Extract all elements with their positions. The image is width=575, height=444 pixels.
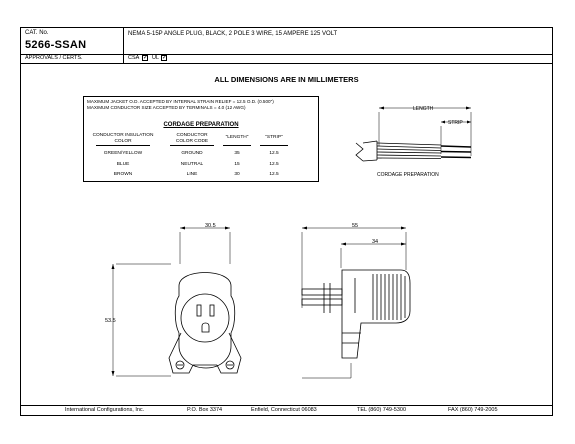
dimensions-title: ALL DIMENSIONS ARE IN MILLIMETERS [214, 75, 359, 84]
cord-prep-caption: CORDAGE PREPARATION [377, 172, 439, 178]
ul-label: UL [152, 55, 160, 61]
col-header-color-code: CONDUCTOR COLOR CODE [175, 133, 209, 144]
approvals-label: APPROVALS / CERTS. [25, 55, 83, 61]
front-width-dimension: 30.5 [205, 223, 216, 229]
note-conductor: MAXIMUM CONDUCTOR SIZE ACCEPTED BY TERMINALS = 4.0 (12 AWG) [87, 105, 246, 110]
cell-strip: 12.5 [269, 151, 279, 156]
side-inner-dimension: 34 [372, 239, 379, 245]
cell-color-code: NEUTRAL [180, 162, 204, 167]
po-box: P.O. Box 3374 [187, 407, 223, 413]
col-header-length: "LENGTH" [225, 135, 249, 140]
strip-label: STRIP [448, 120, 463, 126]
cat-label: CAT. No. [25, 30, 49, 36]
col-header-strip: "STRIP" [265, 135, 283, 140]
cell-color-code: GROUND [181, 151, 203, 156]
cat-number: 5266-SSAN [25, 39, 87, 51]
front-view-plug [112, 227, 242, 377]
cell-insulation: GREEN/YELLOW [103, 151, 143, 156]
telephone: TEL (860) 749-5300 [357, 407, 407, 413]
cell-insulation: BLUE [116, 162, 130, 167]
csa-label: CSA [128, 55, 140, 61]
company-name: International Configurations, Inc. [65, 407, 145, 413]
col-header-insulation: CONDUCTOR INSULATION COLOR [92, 133, 154, 144]
side-overall-dimension: 55 [352, 223, 359, 229]
cell-length: 35 [234, 151, 240, 156]
front-height-dimension: 53.5 [105, 318, 116, 324]
drawing-sheet [20, 27, 553, 416]
company-city: Enfield, Connecticut 06083 [251, 407, 317, 413]
side-view-plug [302, 227, 410, 379]
cell-length: 30 [234, 172, 240, 177]
note-jacket: MAXIMUM JACKET O.D. ACCEPTED BY INTERNAL STRAIN RELIEF = 12.5 O.D. (0.500") [87, 99, 274, 104]
length-label: LENGTH [413, 106, 434, 112]
ul-checkbox: ✓ [162, 55, 168, 61]
cordage-title: CORDAGE PREPARATION [163, 122, 239, 128]
technical-drawing [21, 28, 552, 415]
cell-strip: 12.5 [269, 172, 279, 177]
fax: FAX (860) 749-2005 [448, 407, 498, 413]
cell-insulation: BROWN [113, 172, 133, 177]
csa-checkbox: ✓ [143, 55, 149, 61]
cell-length: 15 [234, 162, 240, 167]
cell-strip: 12.5 [269, 162, 279, 167]
cordage-prep-diagram [356, 107, 471, 162]
cell-color-code: LINE [186, 172, 198, 177]
product-description: NEMA 5-15P ANGLE PLUG, BLACK, 2 POLE 3 WIRE, 15 AMPERE 125 VOLT [128, 31, 338, 37]
